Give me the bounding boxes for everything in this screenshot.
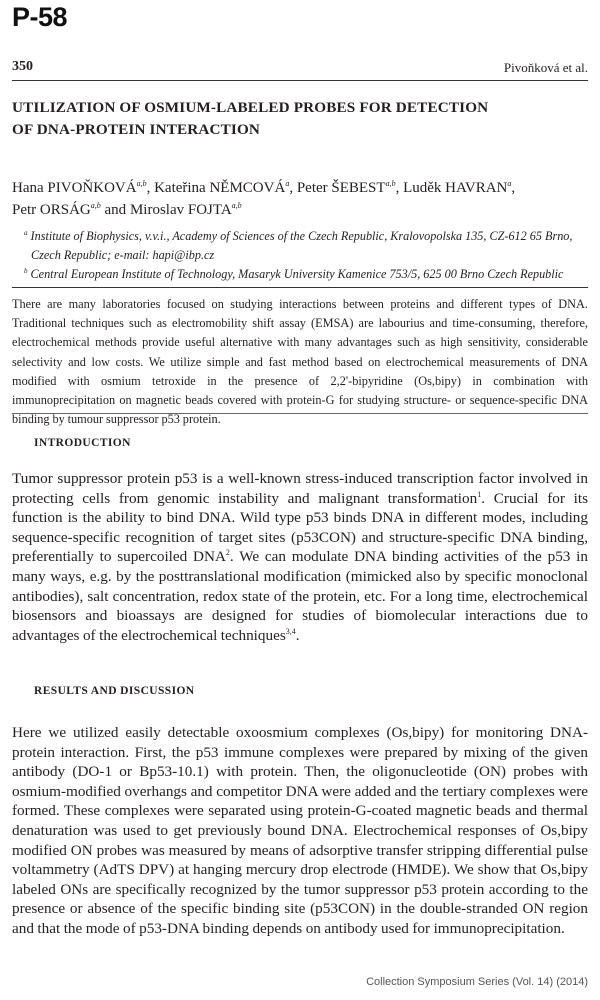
- abstract-top-rule: [12, 287, 588, 288]
- author: Peter ŠEBEST$^{a,b}$,: [296, 179, 404, 196]
- footer-series: Collection Symposium Series (Vol. 14) (2014): [366, 976, 588, 988]
- header-rule: [12, 80, 588, 81]
- citation: 1: [477, 489, 482, 499]
- section-heading-results: RESULTS AND DISCUSSION: [34, 685, 195, 697]
- title-line-1: UTILIZATION OF OSMIUM-LABELED PROBES FOR DETECTION: [12, 99, 489, 116]
- author: Luděk HAVRAN$^a$,: [403, 179, 516, 196]
- affiliation: $^a$ Institute of Biophysics, v.v.i., Academy of Sciences of the Czech Republic, Kralovopolska 135, CZ-612 65 Brno, Czech Republic; e-mail: hapi@ibp.cz: [24, 229, 573, 262]
- section-heading-introduction: INTRODUCTION: [34, 437, 131, 449]
- citation: 2: [225, 548, 230, 558]
- abstract: There are many laboratories focused on studying interactions between proteins and different types of DNA. Traditional techniques such as electromobility shift assay (EMSA) are labourius and time-consuming, therefore, electrochemical methods provide useful alternative with many advantages such as high sensitivity, considerable selectivity and low costs. We utilize simple and fast method based on electrochemical measurements of DNA modified with osmium tetroxide in the presence of 2,2'-bipyridine (Os,bipy) in combination with immunoprecipitation on magnetic beads covered with protein-G for studying structure- or sequence-specific DNA binding by tumour suppressor p53 protein.: [12, 297, 588, 427]
- title-line-2: OF DNA-PROTEIN INTERACTION: [12, 121, 261, 138]
- author: Petr ORSÁG$^{a,b}$ and: [12, 201, 130, 218]
- running-head: Pivoňková et al.: [503, 60, 588, 75]
- affiliations: [24, 227, 591, 284]
- introduction-text: Tumor suppressor protein p53 is a well-known stress-induced transcription factor involved in protecting cells from genomic instability and malignant transformation$^1$. Crucial for its function is the ability to bind DNA. Wild type p53 binds DNA in different modes, including sequence-specific recognition of target sites (p53CON) and structure-specific DNA binding, preferentially to supercoiled DNA$^2$. We can modulate DNA binding activities of the p53 in many ways, e.g. by the posttranslational modification (mimicked also by specific monoclonal antibodies), salt concentration, redox state of the protein, etc. For a long time, electrochemical biosensors and bioassays are designed for studies of biomolecular interactions due to advantages of the electrochemical techniques$^{3,4}$.: [12, 470, 588, 644]
- citation: 3,4: [285, 626, 296, 636]
- abstract-bottom-rule: [12, 413, 588, 414]
- results-text: Here we utilized easily detectable oxoosmium complexes (Os,bipy) for monitoring DNA-protein interaction. First, the p53 immune complexes were prepared by mixing of the given antibody (DO-1 or Bp53-10.1) with protein. Then, the oligonucleotide (ON) probes with osmium-modified overhangs and competitor DNA were added and the tertiary complexes were formed. These complexes were separated using protein-G-coated magnetic beads and thermal denaturation was used to get previously bound DNA. Electrochemical responses of Os,bipy modified ON probes was measured by means of adsorptive transfer stripping differential pulse voltammetry (AdTS DPV) at hanging mercury drop electrode (HMDE). We show that Os,bipy labeled ONs are specifically recognized by the tumor suppressor p53 protein according to the presence or absence of the specific binding site (p53CON) in the double-stranded ON region and that the mode of p53-DNA binding depends on antibody used for immunoprecipitation.: [12, 724, 588, 937]
- paper-title: [12, 97, 588, 141]
- page-number: 350: [12, 59, 33, 74]
- author: Hana PIVOŇKOVÁ$^{a,b}$,: [12, 179, 155, 196]
- author-list: [12, 177, 588, 221]
- affiliation: $^b$ Central European Institute of Technology, Masaryk University Kamenice 753/5, 625 00 Brno Czech Republic: [24, 267, 564, 281]
- author: Kateřina NĚMCOVÁ$^a$,: [154, 179, 297, 196]
- author: Miroslav FOJTA$^{a,b}$: [129, 201, 242, 218]
- poster-id: P-58: [12, 2, 68, 32]
